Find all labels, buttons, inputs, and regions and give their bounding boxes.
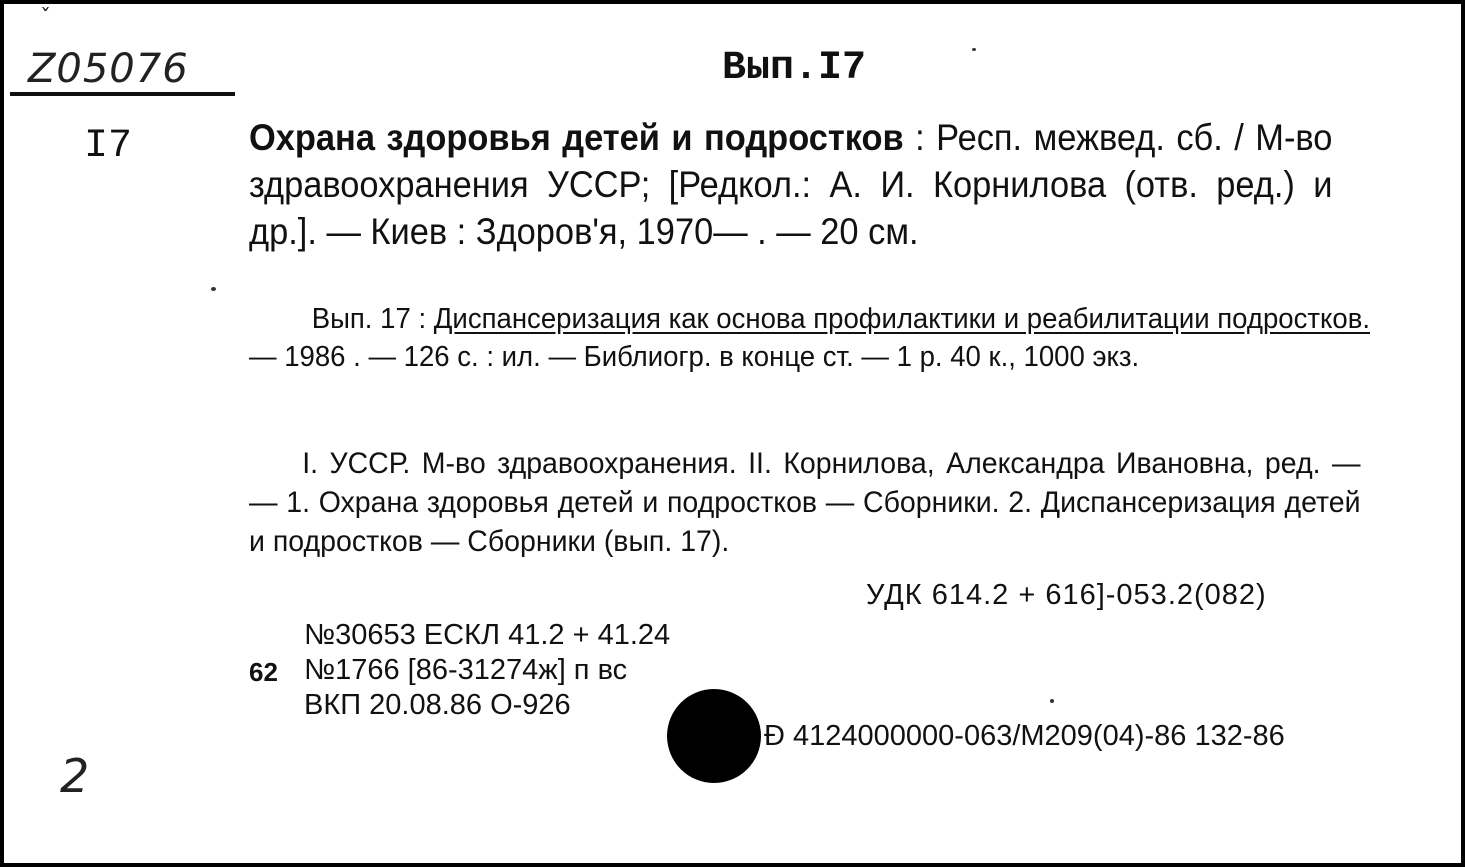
main-title: Охрана здоровья детей и подростков (249, 117, 904, 158)
shelf-number: I7 (84, 124, 133, 169)
main-description-rest: : Респ. межвед. сб. / М-во здравоохранения УССР; [Редкол.: А. И. Корнилова (отв. ред.) и др.]. — Киев : Здоров'я, 1970— . — 20 см. (249, 117, 1333, 252)
registry-line-3: ВКП 20.08.86 О-926 (304, 689, 571, 721)
ink-speck (972, 48, 976, 51)
call-number-underline (10, 92, 235, 96)
punch-hole (667, 689, 761, 783)
registry-line-1: №30653 ЕСКЛ 41.2 + 41.24 (304, 619, 671, 651)
volume-rest: — 1986 . — 126 с. : ил. — Библиогр. в конце ст. — 1 р. 40 к., 1000 экз. (249, 341, 1140, 373)
issue-heading: Вып.I7 (722, 46, 867, 91)
volume-description (249, 300, 1370, 376)
main-description (249, 114, 1332, 255)
call-number-mark: ˇ (40, 6, 51, 31)
ink-speck (211, 287, 216, 291)
registry-line-2: №1766 [86-31274ж] п вс (304, 654, 628, 686)
tracing-entries: I. УССР. М-во здравоохранения. II. Корнилова, Александра Ивановна, ред. — — 1. Охрана здоровья детей и подростков — Сборники. 2. Диспансеризация детей и подростков — Сборники (вып. 17). (249, 447, 1361, 558)
volume-title: Диспансеризация как основа профилактики и реабилитации подростков. (433, 303, 1370, 335)
udc-classification: УДК 614.2 + 616]-053.2(082) (866, 579, 1267, 611)
registry-code: 62 (249, 657, 278, 687)
isbn-code: Ð 4124000000-063/М209(04)-86 132-86 (764, 720, 1285, 752)
handwritten-note: 2 (60, 749, 90, 803)
call-number: Z05076 (28, 46, 189, 92)
ink-speck (1050, 699, 1054, 703)
volume-prefix: Вып. 17 : (311, 303, 434, 335)
